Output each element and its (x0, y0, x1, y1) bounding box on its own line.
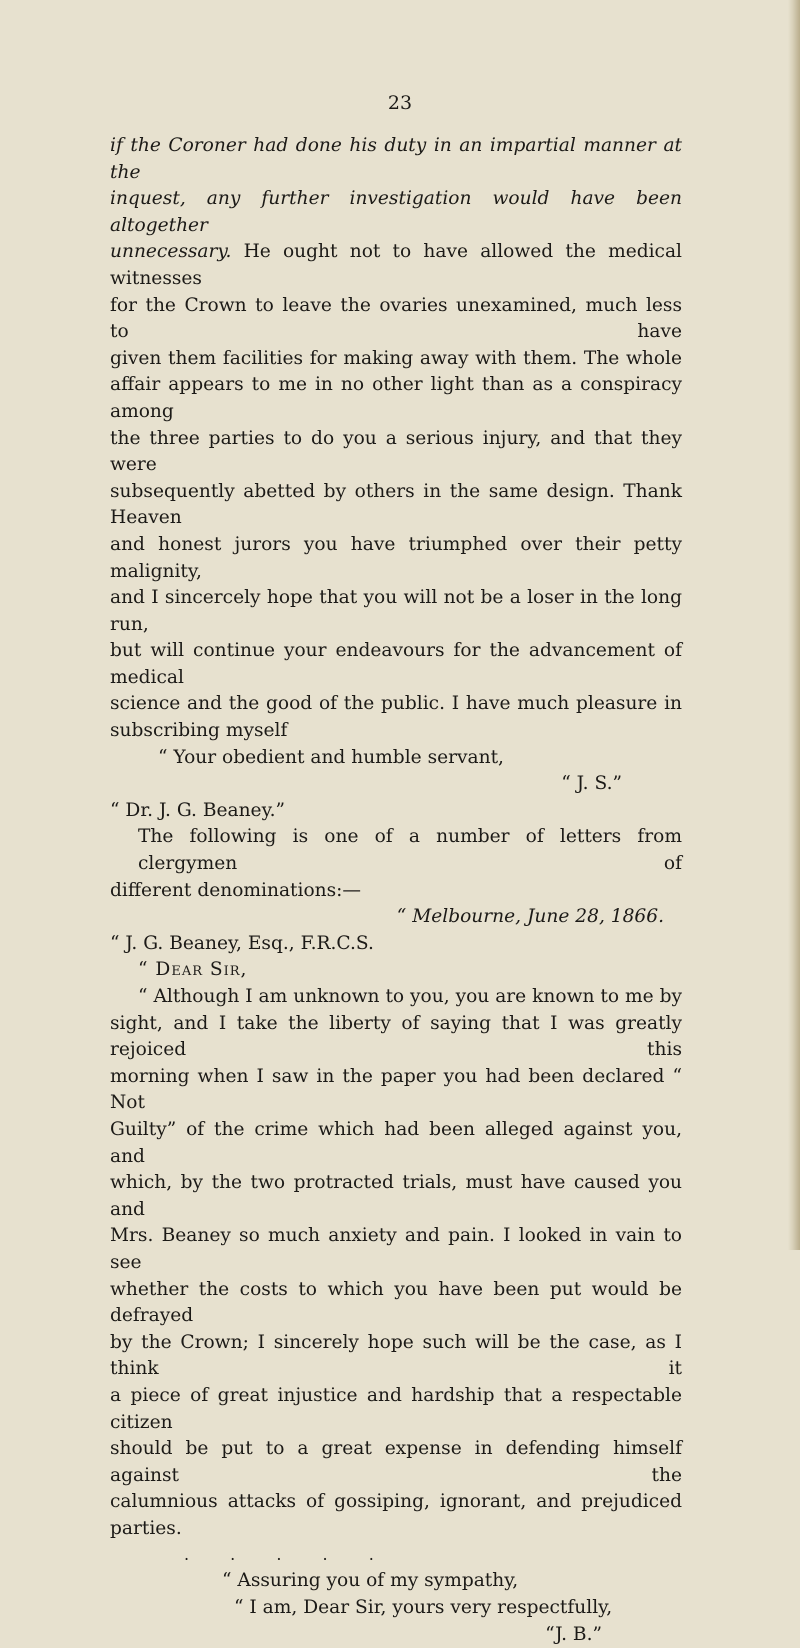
text-line: the three parties to do you a serious injury, and that they were (110, 427, 682, 476)
text-line: Guilty” of the crime which had been alleged against you, and (110, 1118, 682, 1167)
ellipsis: . . . . . (184, 1545, 392, 1565)
italic-phrase: unnecessary. (110, 241, 232, 263)
text-line: “ Although I am unknown to you, you are known to me by (138, 986, 682, 1007)
text-line: but will continue your endeavours for the advancement of medical (110, 640, 682, 688)
text-line: and I sincercely hope that you will not be a loser in the long run, (110, 587, 682, 635)
text-line: different denominations:— (110, 879, 362, 901)
text-line: The following is one of a number of letters from clergymen of (138, 826, 682, 875)
sign-off: “ Your obedient and humble servant, (158, 746, 504, 768)
text-line: and honest jurors you have triumphed over their petty malignity, (110, 533, 682, 582)
text-line: subsequently abetted by others in the same design. Thank Heaven (110, 480, 682, 529)
text-run: He ought not to have allowed the medical witnesses (110, 241, 682, 289)
text-line: should be put to a great expense in defending himself against the (110, 1438, 682, 1486)
text-line: sight, and I take the liberty of saying that I was greatly rejoiced this (110, 1012, 682, 1061)
text-line: by the Crown; I sincerely hope such will be the case, as I think it (110, 1331, 682, 1380)
text-line: science and the good of the public. I have much pleasure in (110, 693, 682, 715)
page-edge (788, 0, 800, 1250)
text-line: a piece of great injustice and hardship that a respectable citizen (110, 1384, 682, 1433)
text-line: if the Coroner had done his duty in an impartial manner at the (110, 135, 682, 183)
text-line (110, 239, 682, 292)
text-line: subscribing myself (110, 720, 288, 742)
page-text (110, 133, 682, 1648)
signature: “J. B.” (545, 1623, 602, 1645)
text-line: affair appears to me in no other light than as a conspiracy among (110, 374, 682, 422)
text-line: Mrs. Beaney so much anxiety and pain. I looked in vain to see (110, 1225, 682, 1273)
text-line: morning when I saw in the paper you had been declared “ Not (110, 1065, 682, 1114)
text-line: given them facilities for making away with them. The whole (110, 347, 682, 369)
letter-date: “ Melbourne, June 28, 1866. (396, 906, 664, 928)
text-line: which, by the two protracted trials, must have caused you and (110, 1172, 682, 1220)
text-line: inquest, any further investigation would have been altogether (110, 188, 682, 236)
letter-addressee: “ J. G. Beaney, Esq., F.R.C.S. (110, 932, 374, 954)
text-line: calumnious attacks of gossiping, ignorant, and prejudiced parties. (110, 1491, 682, 1539)
closing-line: “ I am, Dear Sir, yours very respectfully, (234, 1597, 613, 1619)
closing-line: “ Assuring you of my sympathy, (222, 1570, 519, 1592)
text-line: whether the costs to which you have been put would be defrayed (110, 1278, 682, 1327)
signature: “ J. S.” (561, 773, 622, 795)
addressee: “ Dr. J. G. Beaney.” (110, 799, 286, 821)
page-number: 23 (387, 92, 413, 114)
salutation: “ Dear Sir, (138, 959, 248, 981)
text-line: for the Crown to leave the ovaries unexamined, much less to have (110, 294, 682, 343)
